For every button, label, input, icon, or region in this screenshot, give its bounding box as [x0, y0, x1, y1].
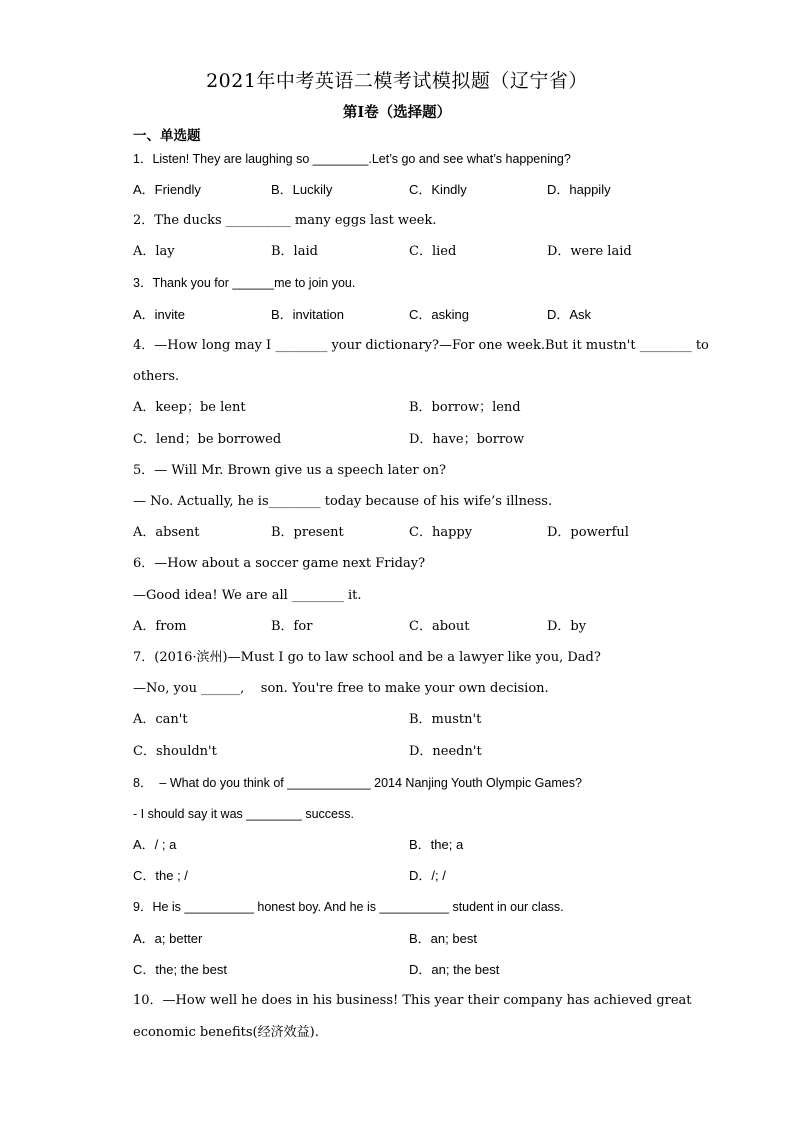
q2-option-c: C．lied: [409, 244, 457, 259]
question-6-stem: 6．—How about a soccer game next Friday?: [133, 556, 426, 571]
q5-option-d: D．powerful: [547, 525, 629, 540]
page-title: 2021年中考英语二模考试模拟题（辽宁省）: [206, 70, 588, 92]
question-5-stem-cont: — No. Actually, he is________ today because of his wife’s illness.: [133, 494, 553, 509]
question-5-stem: 5．— Will Mr. Brown give us a speech later on?: [133, 463, 446, 478]
q1-option-c: C．Kindly: [409, 182, 467, 197]
q1-option-a: A．Friendly: [133, 182, 201, 197]
q2-option-d: D．were laid: [547, 244, 632, 259]
q4-option-c: C．lend；be borrowed: [133, 432, 282, 447]
q8-option-c: C．the ; /: [133, 868, 188, 883]
q7-option-b: B．mustn't: [409, 712, 482, 727]
q4-option-a: A．keep；be lent: [133, 400, 246, 415]
q3-option-b: B．invitation: [271, 307, 344, 322]
q8-option-d: D．/; /: [409, 868, 446, 883]
q1-option-b: B．Luckily: [271, 182, 333, 197]
q6-option-a: A．from: [133, 619, 187, 634]
q8-option-b: B．the; a: [409, 837, 464, 852]
q6-option-b: B．for: [271, 619, 313, 634]
q3-option-a: A．invite: [133, 307, 186, 322]
question-7-stem: 7．(2016·滨州)—Must I go to law school and be a lawyer like you, Dad?: [133, 650, 601, 665]
question-1-stem: 1．Listen! They are laughing so ________.Let’s go and see what’s happening?: [133, 152, 571, 166]
q1-option-d: D．happily: [547, 182, 611, 197]
question-2-stem: 2．The ducks __________ many eggs last week.: [133, 213, 437, 228]
q9-option-c: C．the; the best: [133, 962, 227, 977]
q3-option-d: D．Ask: [547, 307, 592, 322]
q4-option-d: D．have；borrow: [409, 432, 525, 447]
question-10-stem-cont: economic benefits(经济效益).: [133, 1025, 319, 1040]
question-3-stem: 3．Thank you for ______me to join you.: [133, 276, 356, 290]
question-6-stem-cont: —Good idea! We are all ________ it.: [133, 588, 362, 603]
q9-option-d: D．an; the best: [409, 962, 500, 977]
q6-option-d: D．by: [547, 619, 587, 634]
q5-option-b: B．present: [271, 525, 344, 540]
question-10-stem: 10．—How well he does in his business! This year their company has achieved great: [133, 993, 692, 1008]
page-subtitle: 第I卷（选择题）: [342, 104, 452, 121]
q9-option-a: A．a; better: [133, 931, 203, 946]
question-8-stem: 8． – What do you think of ____________ 2014 Nanjing Youth Olympic Games?: [133, 776, 582, 790]
question-7-stem-cont: —No, you ______, son. You're free to make your own decision.: [133, 681, 549, 696]
question-4-stem-cont: others.: [133, 369, 180, 384]
q7-option-a: A．can't: [133, 712, 188, 727]
q7-option-d: D．needn't: [409, 744, 482, 759]
question-9-stem: 9．He is __________ honest boy. And he is __________ student in our class.: [133, 900, 564, 914]
q9-option-b: B．an; best: [409, 931, 477, 946]
question-8-stem-cont: - I should say it was ________ success.: [133, 807, 354, 821]
question-4-stem: 4．—How long may I ________ your dictionary?—For one week.But it mustn't ________ to: [133, 338, 709, 353]
section-heading: 一、单选题: [133, 128, 201, 144]
q7-option-c: C．shouldn't: [133, 744, 217, 759]
q2-option-a: A．lay: [133, 244, 175, 259]
q4-option-b: B．borrow；lend: [409, 400, 521, 415]
q5-option-c: C．happy: [409, 525, 473, 540]
q5-option-a: A．absent: [133, 525, 200, 540]
q3-option-c: C．asking: [409, 307, 469, 322]
q8-option-a: A．/ ; a: [133, 837, 177, 852]
q6-option-c: C．about: [409, 619, 470, 634]
q2-option-b: B．laid: [271, 244, 318, 259]
